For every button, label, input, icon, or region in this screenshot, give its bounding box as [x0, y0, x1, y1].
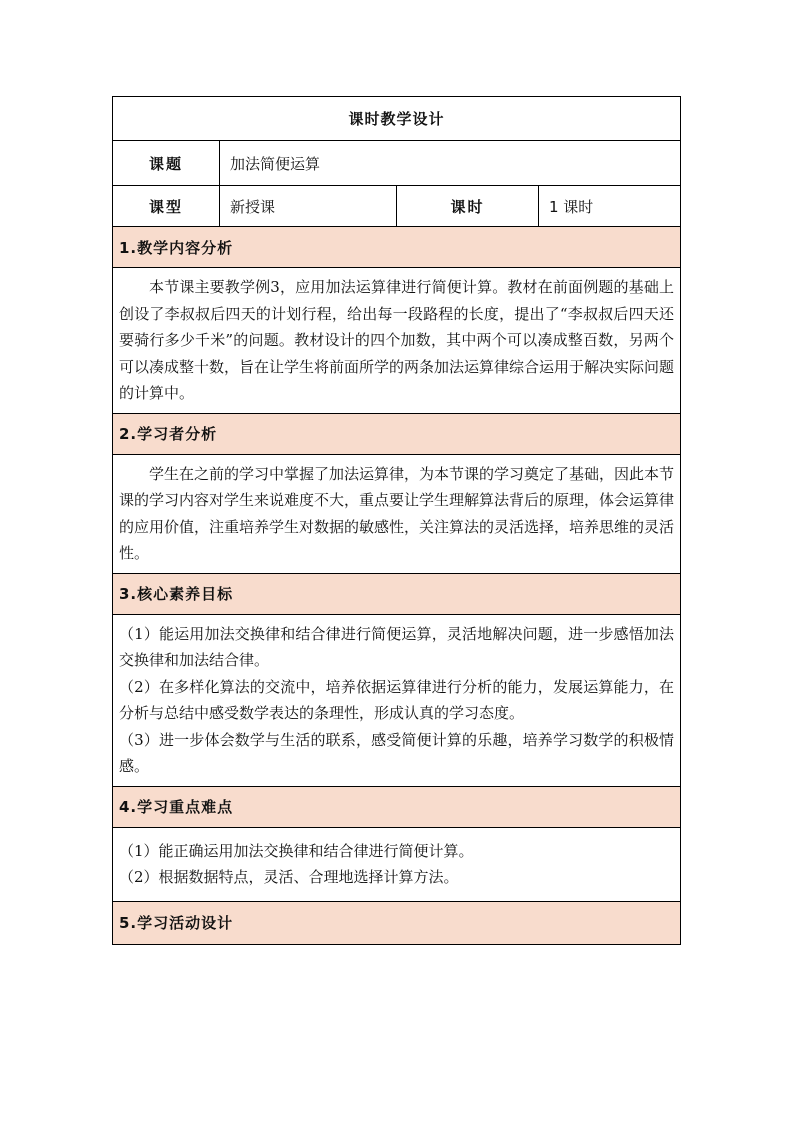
doc-title: 课时教学设计 — [113, 97, 681, 141]
section-heading-activity-design: 5.学习活动设计 — [113, 901, 681, 944]
goal-item-3: （3）进一步体会数学与生活的联系，感受简便计算的乐趣，培养学习数学的积极情感。 — [119, 730, 675, 775]
topic-value: 加法简便运算 — [220, 141, 681, 186]
section-heading-content-analysis: 1.教学内容分析 — [113, 227, 681, 268]
goal-item-1: （1）能运用加法交换律和结合律进行简便运算，灵活地解决问题，进一步感悟加法交换律和加法结合律。 — [119, 624, 675, 669]
paragraph: 本节课主要教学例3，应用加法运算律进行简便计算。教材在前面例题的基础上创设了李叔叔后四天的计划行程，给出每一段路程的长度，提出了“李叔叔后四天还要骑行多少千米”的问题。教材设计的四个加数，其中两个可以凑成整百数，另两个可以凑成整十数，旨在让学生将前面所学的两条加法运算律综合运用于解决实际问题的计算中。 — [119, 278, 675, 402]
section-heading-learner-analysis: 2.学习者分析 — [113, 413, 681, 454]
type-value: 新授课 — [220, 186, 397, 227]
goal-item-2: （2）在多样化算法的交流中，培养依据运算律进行分析的能力，发展运算能力，在分析与总结中感受数学表达的条理性，形成认真的学习态度。 — [119, 677, 675, 722]
key-point-2: （2）根据数据特点，灵活、合理地选择计算方法。 — [119, 868, 459, 886]
paragraph: 学生在之前的学习中掌握了加法运算律，为本节课的学习奠定了基础，因此本节课的学习内容对学生来说难度不大，重点要让学生理解算法背后的原理，体会运算律的应用价值，注重培养学生对数据的敏感性，关注算法的灵活选择，培养思维的灵活性。 — [119, 464, 675, 562]
key-point-1: （1）能正确运用加法交换律和结合律进行简便计算。 — [119, 841, 474, 860]
period-label: 课时 — [397, 186, 539, 227]
section-body-content-analysis — [113, 268, 681, 414]
section-body-learner-analysis — [113, 454, 681, 573]
topic-label: 课题 — [113, 141, 220, 186]
section-heading-key-points: 4.学习重点难点 — [113, 786, 681, 827]
lesson-design-table — [112, 96, 681, 945]
section-heading-core-goals: 3.核心素养目标 — [113, 573, 681, 614]
section-body-core-goals — [113, 614, 681, 786]
period-value: 1 课时 — [539, 186, 681, 227]
type-label: 课型 — [113, 186, 220, 227]
section-body-key-points — [113, 827, 681, 901]
